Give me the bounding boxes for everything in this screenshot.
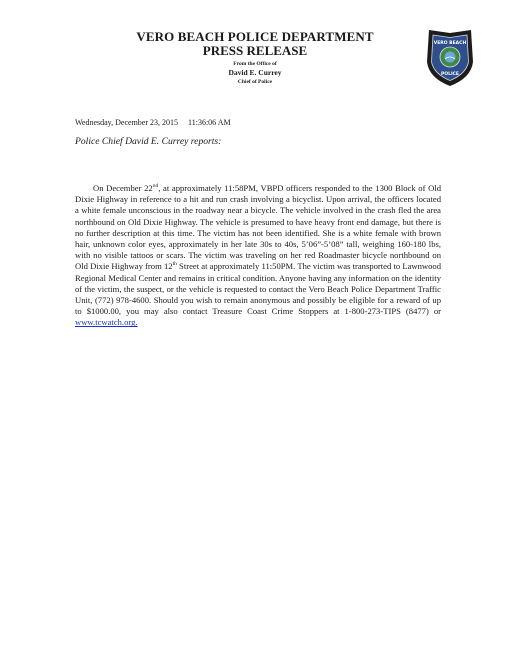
police-badge-graphic: [425, 28, 475, 88]
police-badge-icon: [425, 28, 475, 88]
department-name: VERO BEACH POLICE DEPARTMENT: [136, 29, 374, 44]
office-line: From the Office of: [233, 61, 277, 67]
release-date: Wednesday, December 23, 2015: [75, 118, 179, 127]
badge-top-text: VERO BEACH: [433, 41, 467, 46]
body-sup-2: th: [172, 261, 177, 268]
body-sup-1: nd: [152, 183, 159, 190]
reports-line: Police Chief David E. Currey reports:: [75, 136, 222, 147]
document-type: PRESS RELEASE: [202, 43, 308, 58]
body-part-3: Street at approximately 11:50PM. The victim was transported to Lawnwood Regional Medical Center and remains in critical condition. Anyone having any information on the identity of the victim, the suspect, or the vehicle is requested to contact the Vero Beach Police Department Traffic Unit, (772) 978-4600. Should you wish to remain anonymous and possibly be eligible for a reward of up to $1000.00, you may also contact Treasure Coast Crime Stoppers at 1-800-273-TIPS (8477) or: [75, 261, 441, 317]
dateline: [75, 118, 231, 127]
release-time: 11:36:06 AM: [188, 118, 231, 127]
chief-name: David E. Currey: [228, 68, 282, 77]
tcwatch-link[interactable]: www.tcwatch.org.: [75, 317, 138, 328]
badge-bottom-text: POLICE: [440, 72, 460, 77]
body-part-1: On December 22: [93, 183, 153, 193]
body-part-2: , at approximately 11:58PM, VBPD officers responded to the 1300 Block of Old Dixie Highway in reference to a hit and run crash involving a bicyclist. Upon arrival, the officers located a white female unconscious in the roadway near a bicycle. The vehicle involved in the crash fled the area northbound on Old Dixie Highway. The vehicle is presumed to have heavy front end damage, but there is no further description at this time. The victim has not been identified. She is a white female with brown hair, unknown color eyes, approximately in her late 30s to 40s, 5’06”-5’08” tall, weighing 160-180 lbs, with no visible tattoos or scars. The victim was traveling on her red Roadmaster bicycle northbound on Old Dixie Highway from 12: [75, 183, 442, 272]
press-release-body: [75, 183, 441, 329]
chief-title: Chief of Police: [237, 79, 273, 85]
